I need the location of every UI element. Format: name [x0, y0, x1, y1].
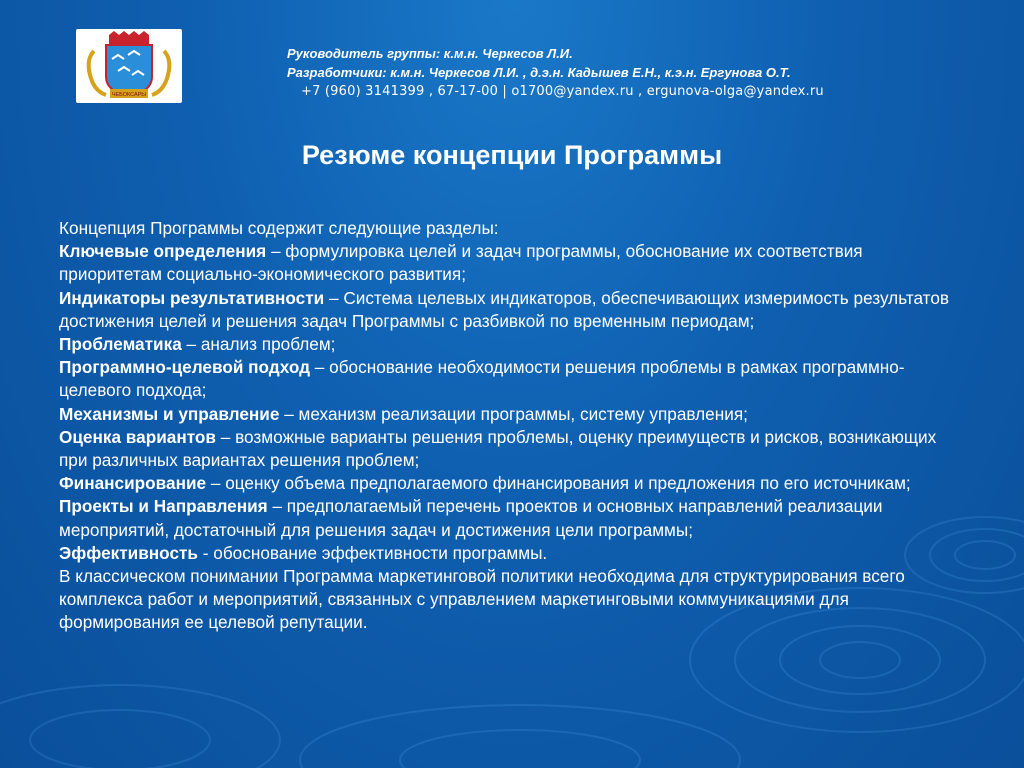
section-item [59, 333, 969, 356]
section-item [59, 287, 969, 333]
section-term: Ключевые определения [59, 241, 267, 262]
section-item [59, 472, 969, 495]
section-term: Финансирование [59, 473, 207, 494]
section-item [59, 542, 969, 565]
section-desc: – оценку объема предполагаемого финансирования и предложения по его источникам; [206, 473, 911, 494]
section-desc: – Система целевых индикаторов, обеспечивающих измеримость результатов достижения целей и решения задач Программы с разбивкой по временным периодам; [59, 287, 950, 331]
section-term: Эффективность [59, 542, 198, 563]
section-item [59, 495, 969, 541]
section-item [59, 403, 969, 426]
section-term: Механизмы и управление [59, 403, 280, 424]
intro-text: Концепция Программы содержит следующие разделы: [59, 218, 499, 238]
city-logo [76, 29, 182, 103]
section-term: Проблематика [59, 334, 182, 355]
section-desc: - обоснование эффективности программы. [198, 542, 548, 563]
section-term: Программно-целевой подход [59, 357, 311, 378]
section-item [59, 426, 969, 472]
section-desc: – возможные варианты решения проблемы, оценку преимуществ и рисков, возникающих при различных вариантах решения проблем; [59, 426, 937, 471]
section-item [59, 240, 969, 286]
section-desc: – механизм реализации программы, систему управления; [279, 403, 748, 424]
section-item [59, 356, 969, 402]
header-info [287, 44, 987, 101]
logo-text: ЧЕБОКСАРЫ [111, 92, 147, 98]
section-term: Оценка вариантов [59, 426, 216, 447]
section-desc: – обоснование необходимости решения проблемы в рамках программно-целевого подхода; [59, 357, 905, 401]
contacts: +7 (960) 3141399 , 67-17-00 | o1700@yandex.ru , ergunova-olga@yandex.ru [301, 84, 824, 99]
section-desc: – формулировка целей и задач программы, обоснование их соответствия приоритетам социально-экономического развития; [59, 241, 863, 285]
developers: Разработчики: к.м.н. Черкесов Л.И. , д.э.н. Кадышев Е.Н., к.э.н. Ергунова О.Т. [287, 65, 791, 80]
content-body [59, 217, 969, 635]
conclusion-text: В классическом понимании Программа маркетинговой политики необходима для структурирования всего комплекса работ и мероприятий, связанных с управлением маркетинговыми коммуникациями для формирования ее целевой репутации. [59, 566, 905, 633]
section-desc: – анализ проблем; [181, 334, 336, 355]
city-coat-of-arms-icon [76, 29, 182, 103]
section-term: Индикаторы результативности [59, 287, 325, 308]
group-leader: Руководитель группы: к.м.н. Черкесов Л.И. [287, 46, 573, 61]
page-title: Резюме концепции Программы [301, 140, 723, 170]
section-term: Проекты и Направления [59, 496, 268, 517]
section-desc: – предполагаемый перечень проектов и основных направлений реализации мероприятий, достаточный для решения задач и достижения цели программы; [59, 496, 883, 540]
